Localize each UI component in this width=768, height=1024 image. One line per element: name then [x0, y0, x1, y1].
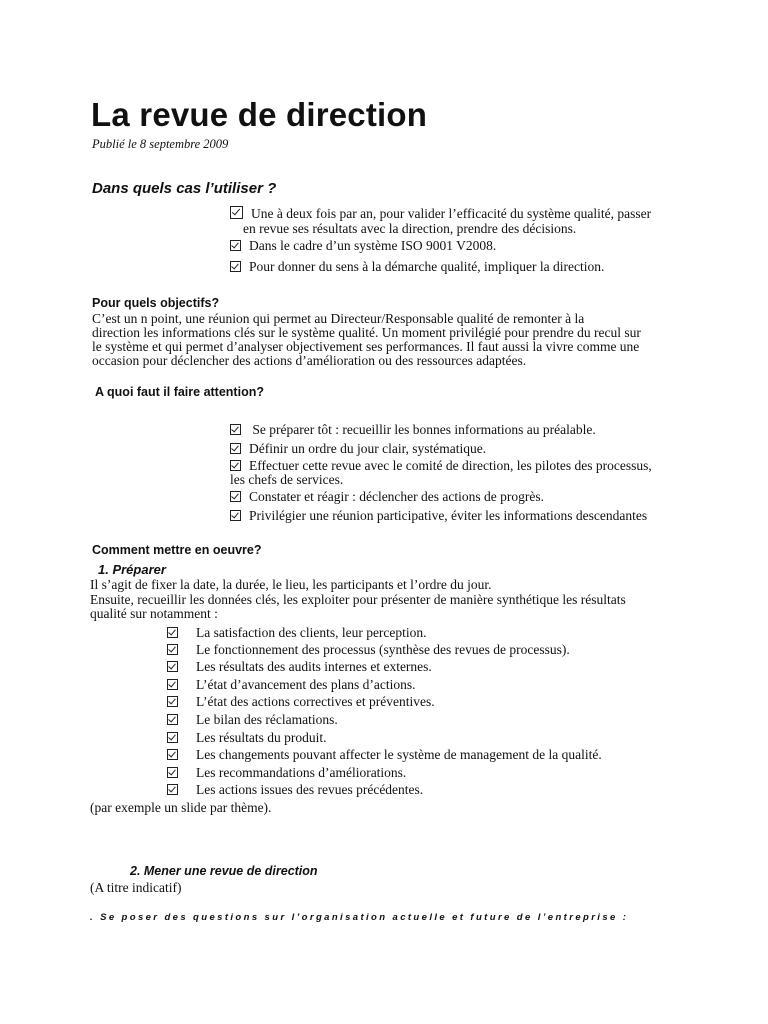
page-title: La revue de direction	[91, 96, 428, 133]
step-1-title: 1. Préparer	[98, 562, 166, 577]
step-2-title: 2. Mener une revue de direction	[130, 864, 318, 878]
checkbox-checked-icon	[230, 240, 241, 251]
checkbox-checked-icon	[167, 679, 178, 690]
checkbox-checked-icon	[230, 460, 241, 471]
section-heading-use: Dans quels cas l’utiliser ?	[92, 180, 277, 197]
checkbox-checked-icon	[167, 784, 178, 795]
step-1-item: La satisfaction des clients, leur perception.	[167, 625, 427, 641]
checkbox-checked-icon	[230, 424, 241, 435]
section-heading-objectives: Pour quels objectifs?	[92, 296, 220, 310]
use-item-2: Dans le cadre d’un système ISO 9001 V2008.	[230, 238, 496, 254]
checkbox-checked-icon	[167, 696, 178, 707]
checkbox-checked-icon	[230, 491, 241, 502]
checkbox-checked-icon	[230, 443, 241, 454]
attention-item-3-cont: les chefs de services.	[230, 472, 344, 487]
use-item-1-cont: en revue ses résultats avec la direction, prendre des décisions.	[243, 221, 577, 236]
checkbox-checked-icon	[167, 661, 178, 672]
checkbox-checked-icon	[230, 261, 241, 272]
step-2-subheading: . Se poser des questions sur l’organisation actuelle et future de l’entreprise :	[90, 912, 629, 923]
checkbox-checked-icon	[167, 714, 178, 725]
step-1-item: L’état des actions correctives et préventives.	[167, 694, 435, 710]
checkbox-checked-icon	[167, 749, 178, 760]
use-item-1: Une à deux fois par an, pour valider l’efficacité du système qualité, passer	[230, 206, 651, 222]
step-1-line-2: Ensuite, recueillir les données clés, les exploiter pour présenter de manière synthétique les résultats	[90, 592, 626, 607]
step-1-line-3: qualité sur notamment :	[90, 606, 218, 621]
section-heading-attention: A quoi faut il faire attention?	[95, 385, 264, 399]
step-1-item: Le fonctionnement des processus (synthèse des revues de processus).	[167, 642, 570, 658]
attention-item-4: Constater et réagir : déclencher des actions de progrès.	[230, 489, 544, 505]
step-1-item: Le bilan des réclamations.	[167, 712, 338, 728]
attention-item-3: Effectuer cette revue avec le comité de direction, les pilotes des processus,	[230, 458, 652, 474]
step-1-note: (par exemple un slide par thème).	[90, 800, 272, 815]
step-1-item: Les recommandations d’améliorations.	[167, 765, 406, 781]
attention-item-2: Définir un ordre du jour clair, systématique.	[230, 441, 486, 457]
checkbox-checked-icon	[230, 206, 243, 219]
objectives-line-4: occasion pour déclencher des actions d’amélioration ou des ressources adaptées.	[92, 353, 527, 368]
publication-date: Publié le 8 septembre 2009	[92, 137, 229, 151]
objectives-line-1: C’est un n point, une réunion qui permet au Directeur/Responsable qualité de remonter à la	[92, 311, 585, 326]
attention-item-5: Privilégier une réunion participative, éviter les informations descendantes	[230, 508, 647, 524]
use-item-3: Pour donner du sens à la démarche qualité, impliquer la direction.	[230, 259, 604, 275]
checkbox-checked-icon	[167, 767, 178, 778]
step-1-item: L’état d’avancement des plans d’actions.	[167, 677, 416, 693]
checkbox-checked-icon	[230, 510, 241, 521]
objectives-line-3: le système et qui permet d’analyser objectivement ses performances. Il faut aussi la vivre comme une	[92, 339, 640, 354]
attention-item-1: Se préparer tôt : recueillir les bonnes informations au préalable.	[230, 422, 596, 438]
step-1-item: Les actions issues des revues précédentes.	[167, 782, 423, 798]
checkbox-checked-icon	[167, 627, 178, 638]
step-1-item: Les résultats des audits internes et externes.	[167, 659, 432, 675]
section-heading-how: Comment mettre en oeuvre?	[92, 543, 262, 557]
step-1-item: Les résultats du produit.	[167, 730, 326, 746]
step-1-item: Les changements pouvant affecter le système de management de la qualité.	[167, 747, 602, 763]
checkbox-checked-icon	[167, 732, 178, 743]
objectives-line-2: direction les informations clés sur le système qualité. Un moment privilégié pour prendre du recul sur	[92, 325, 641, 340]
step-2-note: (A titre indicatif)	[90, 880, 182, 895]
step-1-line-1: Il s’agit de fixer la date, la durée, le lieu, les participants et l’ordre du jour.	[90, 577, 492, 592]
checkbox-checked-icon	[167, 644, 178, 655]
